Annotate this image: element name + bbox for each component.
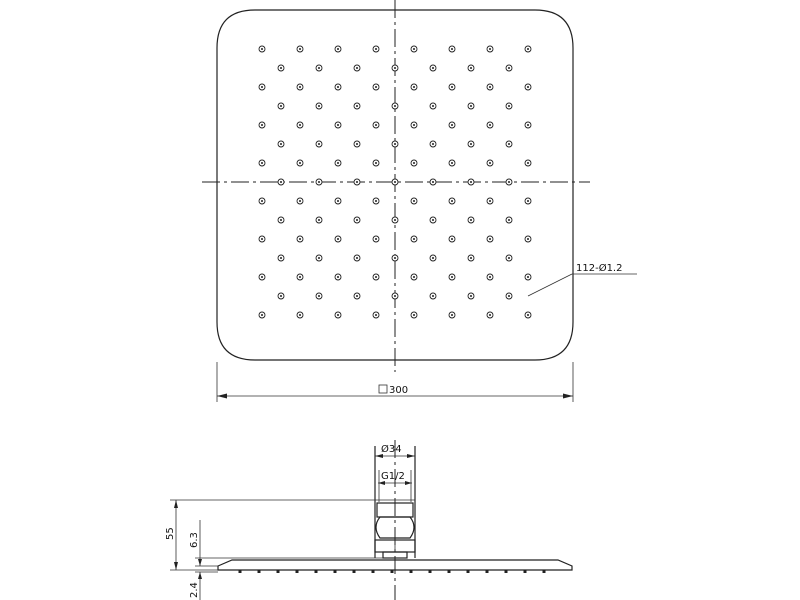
nozzle-hole-center	[489, 124, 491, 126]
side-nozzle	[505, 570, 508, 573]
nozzle-hole-center	[394, 219, 396, 221]
width-arrow-left	[217, 394, 227, 399]
nozzle-hole-center	[508, 219, 510, 221]
nozzle-hole-center	[432, 257, 434, 259]
nozzle-hole-center	[394, 143, 396, 145]
nozzle-hole-center	[261, 276, 263, 278]
nozzle-hole-center	[451, 200, 453, 202]
side-nozzle	[429, 570, 432, 573]
nozzle-hole-center	[280, 181, 282, 183]
nozzle-hole-center	[356, 143, 358, 145]
hole-callout-leader	[528, 274, 572, 296]
nozzle-hole-center	[375, 48, 377, 50]
nozzle-hole-center	[489, 238, 491, 240]
thread-label: G1/2	[381, 471, 405, 482]
plate-thickness-arrow	[198, 572, 202, 579]
nozzle-hole-center	[489, 86, 491, 88]
side-nozzle	[391, 570, 394, 573]
side-nozzle	[315, 570, 318, 573]
nozzle-hole-center	[375, 162, 377, 164]
side-nozzle	[334, 570, 337, 573]
side-nozzle	[372, 570, 375, 573]
nozzle-hole-center	[299, 238, 301, 240]
nozzle-hole-center	[318, 105, 320, 107]
nozzle-hole-center	[470, 105, 472, 107]
nozzle-hole-center	[261, 48, 263, 50]
nozzle-hole-center	[432, 143, 434, 145]
side-nozzle	[467, 570, 470, 573]
nozzle-hole-center	[318, 143, 320, 145]
nozzle-hole-center	[337, 314, 339, 316]
nozzle-hole-center	[299, 276, 301, 278]
nozzle-hole-center	[432, 219, 434, 221]
nozzle-hole-center	[413, 314, 415, 316]
nozzle-hole-center	[527, 238, 529, 240]
nozzle-hole-center	[280, 105, 282, 107]
nozzle-hole-center	[508, 295, 510, 297]
nozzle-hole-center	[280, 67, 282, 69]
nozzle-hole-center	[413, 238, 415, 240]
nozzle-hole-center	[527, 162, 529, 164]
nozzle-hole-center	[527, 124, 529, 126]
nozzle-hole-center	[489, 200, 491, 202]
plate-thickness-label: 2.4	[189, 582, 200, 598]
side-nozzle	[524, 570, 527, 573]
top-view	[202, 0, 637, 402]
nozzle-hole-center	[299, 200, 301, 202]
nozzle-hole-center	[337, 276, 339, 278]
side-nozzle	[543, 570, 546, 573]
nozzle-hole-center	[394, 105, 396, 107]
nozzle-hole-center	[432, 295, 434, 297]
nozzle-hole-center	[508, 257, 510, 259]
nozzle-hole-center	[489, 314, 491, 316]
nozzle-hole-center	[432, 67, 434, 69]
nozzle-hole-center	[413, 48, 415, 50]
nozzle-hole-center	[394, 295, 396, 297]
nozzle-hole-center	[337, 86, 339, 88]
nozzle-hole-center	[356, 67, 358, 69]
nozzle-hole-center	[261, 200, 263, 202]
nozzle-hole-center	[337, 162, 339, 164]
nozzle-hole-center	[508, 67, 510, 69]
nozzle-hole-center	[394, 181, 396, 183]
nozzle-hole-center	[299, 314, 301, 316]
nozzle-hole-center	[318, 67, 320, 69]
total-height-arrow-top	[174, 500, 178, 508]
width-arrow-right	[563, 394, 573, 399]
nozzle-hole-center	[413, 124, 415, 126]
nozzle-hole-center	[451, 124, 453, 126]
nozzle-hole-center	[489, 276, 491, 278]
nozzle-hole-center	[413, 86, 415, 88]
nozzle-hole-center	[527, 200, 529, 202]
side-view	[165, 440, 572, 600]
nozzle-hole-center	[489, 48, 491, 50]
square-symbol	[379, 385, 387, 393]
nozzle-hole-center	[375, 238, 377, 240]
nozzle-hole-center	[280, 257, 282, 259]
nozzle-hole-center	[261, 162, 263, 164]
total-height-arrow-bottom	[174, 562, 178, 570]
nozzle-hole-center	[451, 314, 453, 316]
nozzle-hole-center	[394, 257, 396, 259]
nozzle-hole-center	[318, 257, 320, 259]
nozzle-hole-center	[318, 181, 320, 183]
side-nozzle	[258, 570, 261, 573]
nozzle-hole-center	[489, 162, 491, 164]
nozzle-hole-center	[375, 200, 377, 202]
nozzle-hole-center	[356, 257, 358, 259]
nozzle-hole-center	[299, 48, 301, 50]
nozzle-hole-center	[508, 143, 510, 145]
nozzle-hole-center	[375, 124, 377, 126]
nozzle-hole-center	[470, 181, 472, 183]
nozzle-hole-center	[470, 257, 472, 259]
nozzle-hole-center	[356, 219, 358, 221]
nozzle-hole-center	[413, 276, 415, 278]
nozzle-hole-center	[261, 86, 263, 88]
nozzle-hole-center	[318, 295, 320, 297]
width-dimension-label: 300	[389, 385, 409, 396]
nozzle-hole-center	[470, 67, 472, 69]
nozzle-hole-center	[394, 67, 396, 69]
nozzle-hole-center	[318, 219, 320, 221]
nozzle-hole-center	[280, 219, 282, 221]
nozzle-hole-center	[527, 48, 529, 50]
nozzle-hole-center	[261, 314, 263, 316]
hole-callout-label: 112-Ø1.2	[576, 263, 623, 274]
nozzle-hole-center	[375, 276, 377, 278]
nozzle-hole-center	[527, 276, 529, 278]
nozzle-hole-center	[527, 314, 529, 316]
nozzle-hole-center	[451, 238, 453, 240]
nozzle-hole-center	[375, 314, 377, 316]
nozzle-hole-center	[451, 276, 453, 278]
nozzle-hole-center	[470, 295, 472, 297]
nozzle-hole-center	[261, 124, 263, 126]
nozzle-hole-center	[299, 124, 301, 126]
nozzle-hole-center	[451, 86, 453, 88]
nozzle-hole-center	[337, 124, 339, 126]
side-nozzle	[410, 570, 413, 573]
nozzle-hole-center	[432, 105, 434, 107]
connector-height-arrow	[198, 559, 202, 566]
nozzle-hole-center	[432, 181, 434, 183]
side-nozzle	[277, 570, 280, 573]
side-nozzle	[486, 570, 489, 573]
nozzle-hole-center	[413, 200, 415, 202]
nozzle-hole-center	[356, 181, 358, 183]
side-nozzle	[353, 570, 356, 573]
total-height-label: 55	[165, 527, 176, 540]
nozzle-hole-center	[508, 181, 510, 183]
nozzle-hole-center	[299, 162, 301, 164]
side-nozzle	[296, 570, 299, 573]
nozzle-hole-center	[508, 105, 510, 107]
nozzle-hole-center	[337, 48, 339, 50]
side-nozzle	[448, 570, 451, 573]
connector-height-label: 6.3	[189, 532, 200, 548]
nozzle-hole-center	[470, 143, 472, 145]
nozzle-hole-center	[451, 162, 453, 164]
nozzle-hole-center	[375, 86, 377, 88]
nozzle-hole-center	[261, 238, 263, 240]
nozzle-hole-center	[299, 86, 301, 88]
nozzle-hole-center	[280, 295, 282, 297]
nozzle-hole-center	[356, 105, 358, 107]
nozzle-hole-center	[527, 86, 529, 88]
nozzle-hole-center	[470, 219, 472, 221]
nozzle-hole-center	[356, 295, 358, 297]
nozzle-hole-center	[413, 162, 415, 164]
pipe-diameter-label: Ø34	[381, 444, 402, 455]
nozzle-hole-center	[337, 200, 339, 202]
pipe-dim-arrow-right	[407, 454, 415, 458]
side-nozzle	[239, 570, 242, 573]
nozzle-hole-center	[280, 143, 282, 145]
nozzle-hole-center	[337, 238, 339, 240]
nozzle-hole-center	[451, 48, 453, 50]
